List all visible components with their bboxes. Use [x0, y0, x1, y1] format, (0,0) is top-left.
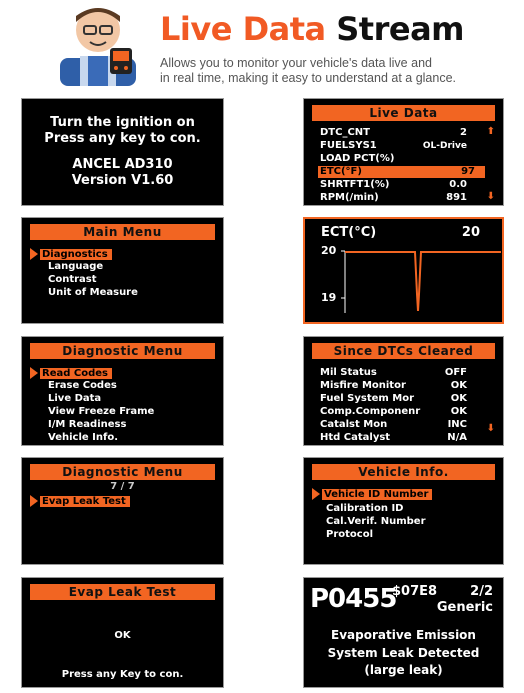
- live-data-label: FUELSYS1: [320, 140, 377, 151]
- scroll-down-icon[interactable]: ⬇: [486, 423, 495, 434]
- menu-item-cal-verif-number[interactable]: Cal.Verif. Number: [326, 516, 426, 527]
- readiness-label: Fuel System Mor: [320, 393, 415, 404]
- live-data-row[interactable]: [320, 140, 495, 152]
- readiness-label: Htd Catalyst: [320, 432, 391, 443]
- ect-trend-line: [345, 252, 501, 311]
- device-name: ANCEL AD310: [72, 157, 173, 172]
- device-version: Version V1.60: [71, 173, 174, 188]
- readiness-value: OK: [450, 406, 467, 417]
- live-data-row[interactable]: [320, 153, 495, 165]
- readiness-value: INC: [447, 419, 467, 430]
- live-data-value: 2: [460, 127, 467, 138]
- menu-item-language[interactable]: Language: [48, 261, 104, 272]
- menu-item-erase-codes[interactable]: Erase Codes: [48, 380, 117, 391]
- menu-item-view-freeze-frame[interactable]: View Freeze Frame: [48, 406, 155, 417]
- readiness-value: OK: [450, 393, 467, 404]
- dtc-page: 2/2: [470, 584, 493, 599]
- live-data-label: ETC(°F): [320, 166, 362, 177]
- main-menu-header: Main Menu: [30, 224, 215, 240]
- menu-item-vehicle-info[interactable]: Vehicle Info.: [48, 432, 118, 443]
- readiness-row: [320, 393, 495, 405]
- ignition-line-2: Press any key to con.: [44, 131, 201, 146]
- readiness-label: Comp.Componenr: [320, 406, 421, 417]
- readiness-value: N/A: [447, 432, 467, 443]
- selection-arrow-icon: [30, 367, 38, 379]
- dtc-description-line-3: (large leak): [364, 663, 443, 677]
- menu-item-protocol[interactable]: Protocol: [326, 529, 374, 540]
- screen-ect-graph: [303, 217, 504, 324]
- subtitle-line-1: Allows you to monitor your vehicle's data live and: [160, 56, 432, 70]
- dtc-code: P0455: [310, 584, 397, 614]
- live-data-value: 0.0: [449, 179, 467, 190]
- scroll-up-icon[interactable]: ⬆: [486, 126, 495, 137]
- menu-item-evap-leak-test[interactable]: Evap Leak Test: [30, 495, 130, 508]
- screen-diagnostic-menu: [21, 336, 224, 446]
- test-status: OK: [114, 630, 131, 641]
- live-data-header: Live Data: [312, 105, 495, 121]
- live-data-row[interactable]: [320, 192, 495, 204]
- mechanic-mascot-illustration: [50, 0, 146, 86]
- ecu-id: $07E8: [392, 584, 438, 599]
- dtc-description-line-2: System Leak Detected: [327, 646, 480, 660]
- dtc-description-line-1: Evaporative Emission: [331, 628, 476, 642]
- readiness-value: OK: [450, 380, 467, 391]
- live-data-label: SHRTFT1(%): [320, 179, 390, 190]
- readiness-label: Misfire Monitor: [320, 380, 406, 391]
- ect-value: 20: [461, 225, 480, 240]
- live-data-row[interactable]: [320, 127, 495, 139]
- readiness-label: Mil Status: [320, 367, 377, 378]
- subtitle-line-2: in real time, making it easy to understand at a glance.: [160, 71, 456, 85]
- y-axis-bottom-label: 19: [321, 291, 337, 304]
- ect-label: ECT(°C): [321, 225, 377, 240]
- menu-item-calibration-id[interactable]: Calibration ID: [326, 503, 404, 514]
- diagnostic-menu-header: Diagnostic Menu: [30, 464, 215, 480]
- menu-item-live-data[interactable]: Live Data: [48, 393, 102, 404]
- readiness-row: [320, 367, 495, 379]
- menu-item-vehicle-id-number[interactable]: Vehicle ID Number: [312, 488, 432, 501]
- title-live-data: Live Data: [160, 10, 326, 48]
- readiness-row: [320, 406, 495, 418]
- dtc-type: Generic: [436, 600, 493, 615]
- live-data-row-selected[interactable]: [318, 166, 485, 178]
- selection-arrow-icon: [312, 488, 320, 500]
- diagnostic-menu-header: Diagnostic Menu: [30, 343, 215, 359]
- screen-diagnostic-menu-page: [21, 457, 224, 565]
- since-dtcs-cleared-header: Since DTCs Cleared: [312, 343, 495, 359]
- live-data-label: DTC_CNT: [320, 127, 370, 138]
- menu-item-diagnostics[interactable]: Diagnostics: [30, 248, 112, 261]
- page-indicator: 7 / 7: [110, 481, 135, 492]
- screen-since-dtcs-cleared: [303, 336, 504, 446]
- evap-leak-test-header: Evap Leak Test: [30, 584, 215, 600]
- live-data-value: 97: [461, 166, 475, 177]
- live-data-value: 891: [446, 192, 467, 203]
- readiness-value: OFF: [444, 367, 467, 378]
- live-data-label: LOAD PCT(%): [320, 153, 395, 164]
- subtitle: [160, 56, 510, 86]
- menu-item-unit-of-measure[interactable]: Unit of Measure: [48, 287, 138, 298]
- live-data-label: RPM(/min): [320, 192, 379, 203]
- scroll-down-icon[interactable]: ⬇: [486, 191, 495, 202]
- screen-ignition: [21, 98, 224, 206]
- screen-live-data: [303, 98, 504, 206]
- live-data-value: OL-Drive: [422, 141, 467, 151]
- page-title: [160, 10, 464, 48]
- readiness-row: [320, 432, 495, 444]
- ignition-line-1: Turn the ignition on: [50, 115, 195, 130]
- selection-arrow-icon: [30, 495, 38, 507]
- menu-item-read-codes[interactable]: Read Codes: [30, 367, 112, 380]
- vehicle-info-header: Vehicle Info.: [312, 464, 495, 480]
- screen-dtc-detail: [303, 577, 504, 688]
- screen-vehicle-info: [303, 457, 504, 565]
- y-axis-top-label: 20: [321, 244, 337, 257]
- readiness-label: Catalst Mon: [320, 419, 388, 430]
- live-data-row[interactable]: [320, 179, 495, 191]
- screen-evap-leak-test: [21, 577, 224, 688]
- continue-prompt: Press any Key to con.: [61, 669, 184, 680]
- ect-graph: [305, 219, 504, 324]
- menu-item-im-readiness[interactable]: I/M Readiness: [48, 419, 127, 430]
- screen-main-menu: [21, 217, 224, 324]
- selection-arrow-icon: [30, 248, 38, 260]
- title-stream: Stream: [336, 10, 465, 48]
- readiness-row: [320, 380, 495, 392]
- menu-item-contrast[interactable]: Contrast: [48, 274, 97, 285]
- readiness-row: [320, 419, 495, 431]
